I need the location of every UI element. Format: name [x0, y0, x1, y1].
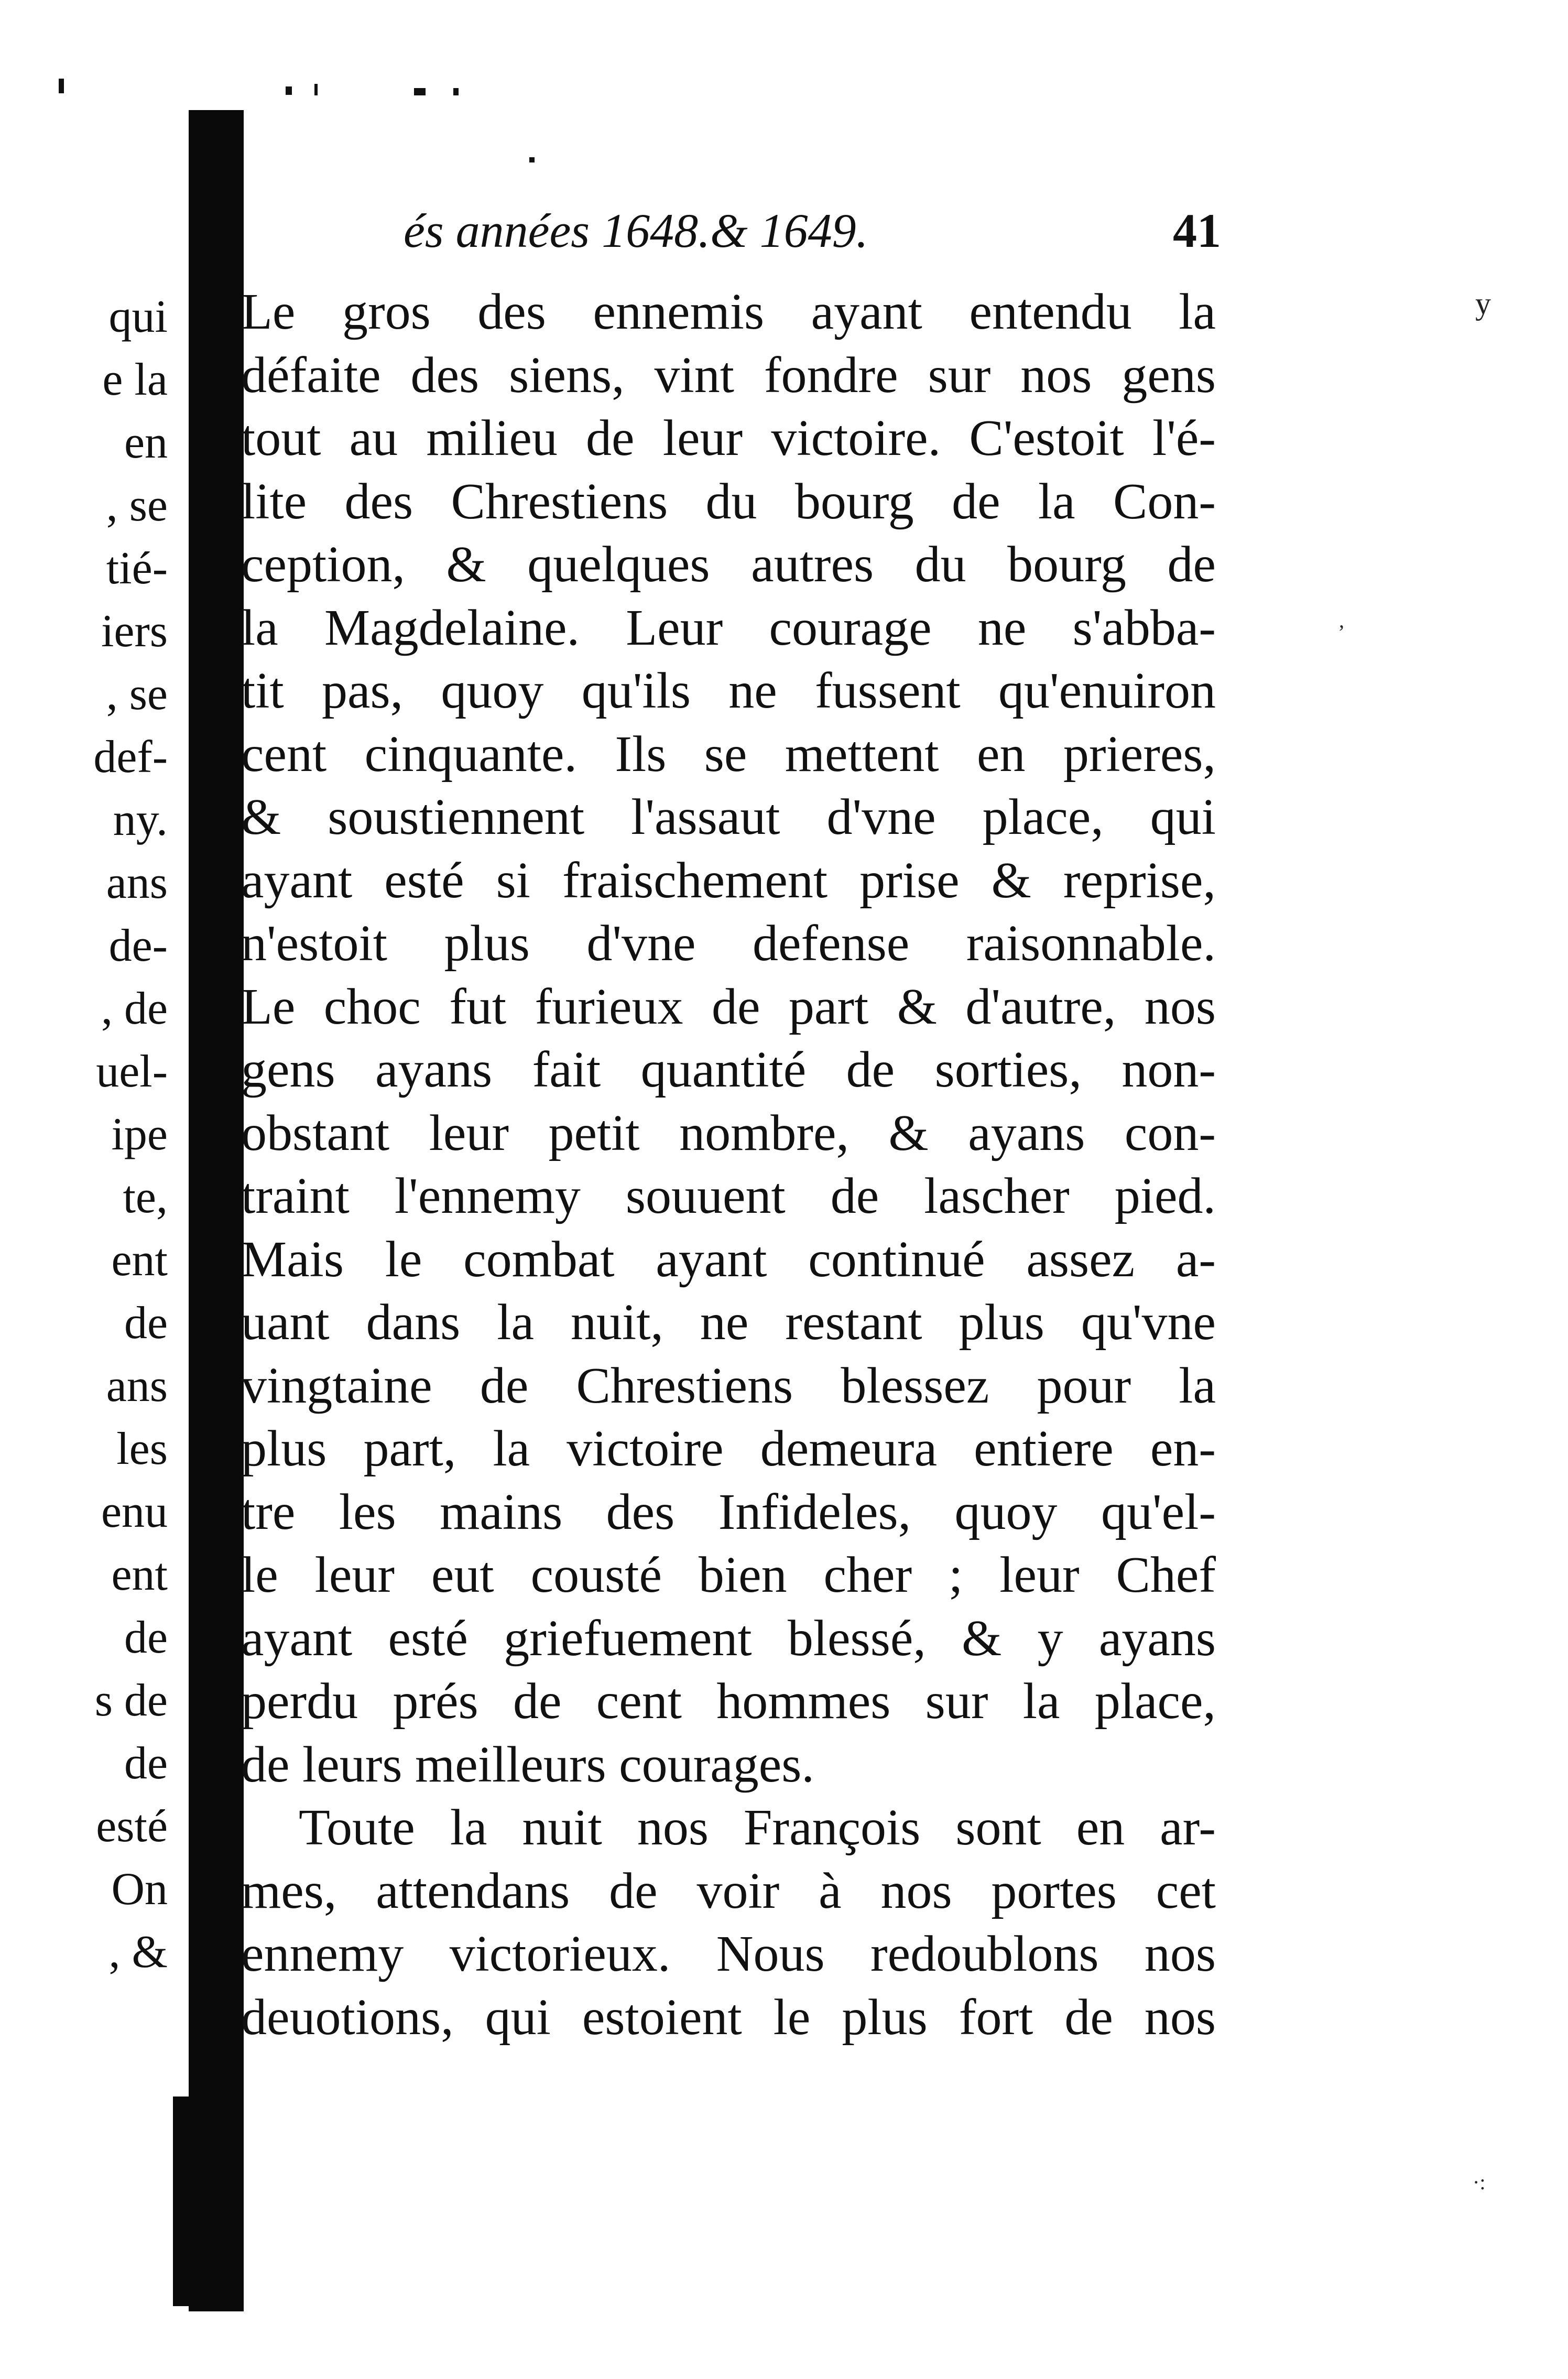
text-line: mes, attendans de voir à nos portes cet	[241, 1862, 1216, 1919]
fragment-line: e la	[102, 354, 168, 405]
margin-mark: y	[1475, 286, 1491, 321]
fragment-line: tié-	[106, 543, 168, 594]
fragment-line: les	[116, 1424, 168, 1474]
text-line: n'estoit plus d'vne defense raisonnable.	[241, 915, 1216, 972]
text-line: défaite des siens, vint fondre sur nos gens	[241, 346, 1216, 404]
fragment-line: s de	[94, 1675, 168, 1726]
fragment-line: , &	[108, 1927, 168, 1978]
page-number: 41	[1173, 204, 1221, 257]
fragment-line: , se	[106, 669, 168, 720]
fragment-line: te,	[123, 1172, 168, 1223]
fragment-line: ipe	[111, 1109, 168, 1160]
text-line: & soustiennent l'assaut d'vne place, qui	[241, 789, 1216, 845]
scan-speck: ·:	[1473, 2170, 1486, 2194]
fragment-line: ent	[111, 1235, 168, 1286]
text-line: perdu prés de cent hommes sur la place,	[241, 1673, 1216, 1730]
text-line: ayant esté si fraischement prise & reprise,	[241, 852, 1216, 909]
fragment-line: ans	[106, 857, 168, 908]
fragment-line: de	[124, 1612, 168, 1663]
text-line: lite des Chrestiens du bourg de la Con-	[241, 473, 1216, 530]
text-line: traint l'ennemy souuent de lascher pied.	[241, 1168, 1216, 1224]
fragment-line: en	[124, 417, 168, 468]
binding-gutter-edge	[173, 2096, 199, 2306]
scan-speck: ,	[1339, 609, 1344, 632]
binding-gutter	[189, 110, 244, 2311]
fragment-line: enu	[101, 1486, 168, 1537]
text-line: cent cinquante. Ils se mettent en prieres,	[241, 725, 1216, 783]
running-head-title: és années 1648.& 1649.	[404, 204, 868, 257]
text-line: ennemy victorieux. Nous redoublons nos	[241, 1926, 1216, 1982]
scan-mark	[453, 88, 459, 95]
fragment-line: de-	[108, 920, 168, 971]
facing-page-fragment	[10, 286, 168, 1984]
text-line: Mais le combat ayant continué assez a-	[241, 1231, 1216, 1288]
fragment-line: qui	[108, 291, 168, 342]
text-line: le leur eut cousté bien cher ; leur Chef	[241, 1547, 1216, 1603]
scan-mark	[529, 157, 535, 162]
fragment-line: esté	[96, 1801, 168, 1852]
text-line: gens ayans fait quantité de sorties, non-	[241, 1041, 1216, 1098]
fragment-line: uel-	[96, 1046, 168, 1097]
text-line: uant dans la nuit, ne restant plus qu'vne	[241, 1294, 1216, 1351]
text-line: Le choc fut furieux de part & d'autre, nos	[241, 978, 1216, 1035]
text-line: la Magdelaine. Leur courage ne s'abba-	[241, 599, 1216, 656]
fragment-line: de	[124, 1298, 168, 1349]
fragment-line: , se	[106, 480, 168, 531]
fragment-line: ent	[111, 1549, 168, 1600]
text-line: vingtaine de Chrestiens blessez pour la	[241, 1357, 1216, 1414]
text-line: plus part, la victoire demeura entiere en-	[241, 1420, 1216, 1477]
fragment-line: On	[111, 1864, 168, 1915]
scan-mark	[414, 88, 426, 95]
text-line: deuotions, qui estoient le plus fort de nos	[241, 1989, 1216, 2046]
fragment-line: iers	[101, 606, 168, 657]
text-line: obstant leur petit nombre, & ayans con-	[241, 1104, 1216, 1161]
text-line: ayant esté griefuement blessé, & y ayans	[241, 1610, 1216, 1667]
text-line: Le gros des ennemis ayant entendu la	[241, 284, 1216, 340]
text-line: de leurs meilleurs courages.	[241, 1736, 814, 1793]
text-line: tre les mains des Infideles, quoy qu'el-	[241, 1483, 1216, 1540]
body-text	[241, 280, 1216, 2049]
text-line: tit pas, quoy qu'ils ne fussent qu'enuiron	[241, 662, 1216, 719]
fragment-line: de	[124, 1738, 168, 1789]
scan-mark	[314, 84, 318, 95]
fragment-line: , de	[101, 983, 168, 1034]
running-head	[252, 197, 1221, 270]
fragment-line: ny.	[113, 795, 168, 845]
text-line: tout au milieu de leur victoire. C'estoit l'é-	[241, 410, 1216, 466]
fragment-line: def-	[93, 732, 168, 783]
scan-mark	[59, 79, 64, 93]
scan-mark	[286, 86, 292, 95]
text-line: Toute la nuit nos François sont en ar-	[299, 1799, 1216, 1856]
fragment-line: ans	[106, 1361, 168, 1411]
text-line: ception, & quelques autres du bourg de	[241, 536, 1216, 593]
